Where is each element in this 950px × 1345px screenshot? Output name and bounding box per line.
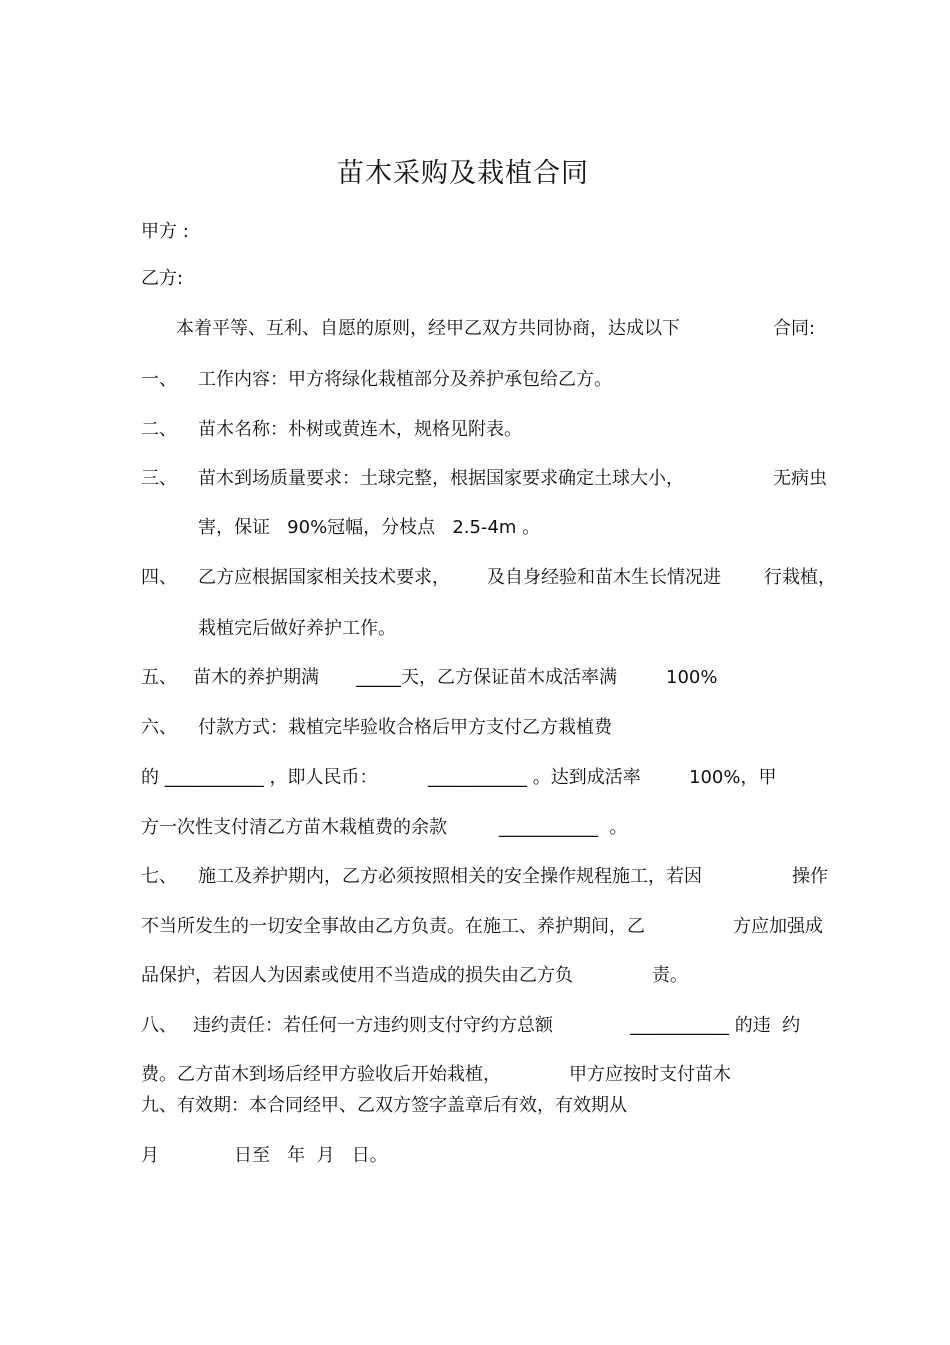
clause-7-line-3a: 品保护，若因人为因素或使用不当造成的损失由乙方负 <box>141 965 573 986</box>
clause-7-text: 施工及养护期内，乙方必须按照相关的安全操作规程施工，若因 <box>198 866 702 887</box>
clause-7-line-3b: 责。 <box>652 965 688 986</box>
clause-3-line-2: 害，保证 90%冠幅，分枝点 2.5-4m 。 <box>198 517 541 538</box>
clause-1-number: 一、 <box>141 369 177 390</box>
clause-1-text: 工作内容：甲方将绿化栽植部分及养护承包给乙方。 <box>198 369 612 390</box>
intro-text: 本着平等、互利、自愿的原则，经甲乙双方共同协商，达成以下 <box>176 318 680 339</box>
clause-6-line-3a: 方一次性支付清乙方苗木栽植费的余款 <box>141 817 447 838</box>
clause-9-line-1: 九、有效期：本合同经甲、乙双方签字盖章后有效，有效期从 <box>141 1095 627 1116</box>
clause-2-number: 二、 <box>141 419 177 440</box>
clause-8-line-2b: 甲方应按时支付苗木 <box>569 1064 731 1085</box>
clause-3-tail: 无病虫 <box>773 468 827 489</box>
clause-5-part-1: 苗木的养护期满 <box>193 667 319 688</box>
clause-6-text: 付款方式：栽植完毕验收合格后甲方支付乙方栽植费 <box>198 717 612 738</box>
clause-2-text: 苗木名称：朴树或黄连木，规格见附表。 <box>198 419 522 440</box>
clause-7-line-2a: 不当所发生的一切安全事故由乙方负责。在施工、养护期间，乙 <box>141 916 645 937</box>
party-a-label: 甲方 : <box>141 221 189 242</box>
page-title: 苗木采购及栽植合同 <box>337 158 589 189</box>
clause-4-part-1: 乙方应根据国家相关技术要求， <box>198 567 450 588</box>
clause-4-number: 四、 <box>141 567 177 588</box>
clause-7-number: 七、 <box>141 866 177 887</box>
clause-4-line-2: 栽植完后做好养护工作。 <box>198 618 396 639</box>
clause-6-line-2b: ___________ 。达到成活率 <box>428 767 641 788</box>
clause-9-line-2b: 日至 年 月 日。 <box>234 1145 388 1166</box>
clause-5-part-2: _____天，乙方保证苗木成活率满 <box>356 667 617 688</box>
clause-8-text: 违约责任：若任何一方违约则支付守约方总额 <box>193 1015 553 1036</box>
clause-7-line-2b: 方应加强成 <box>733 916 823 937</box>
party-b-label: 乙方: <box>141 268 184 289</box>
clause-5-number: 五、 <box>141 667 177 688</box>
clause-6-line-2c: 100%，甲 <box>689 767 777 788</box>
intro-tail: 合同: <box>773 318 816 339</box>
clause-3-text: 苗木到场质量要求：土球完整，根据国家要求确定土球大小， <box>198 468 684 489</box>
clause-6-line-2a: 的 ___________ ，即人民币： <box>141 767 378 788</box>
clause-3-number: 三、 <box>141 468 177 489</box>
clause-9-line-2a: 月 <box>141 1145 159 1166</box>
clause-4-part-3: 行栽植， <box>764 567 836 588</box>
clause-6-number: 六、 <box>141 717 177 738</box>
clause-8-number: 八、 <box>141 1015 177 1036</box>
clause-7-tail: 操作 <box>792 866 828 887</box>
clause-6-line-3b: ___________ 。 <box>499 817 628 838</box>
clause-5-part-3: 100% <box>666 667 718 688</box>
clause-8-line-2a: 费。乙方苗木到场后经甲方验收后开始栽植， <box>141 1064 501 1085</box>
clause-4-part-2: 及自身经验和苗木生长情况进 <box>487 567 721 588</box>
clause-8-blank: ___________ 的违 约 <box>630 1015 801 1036</box>
